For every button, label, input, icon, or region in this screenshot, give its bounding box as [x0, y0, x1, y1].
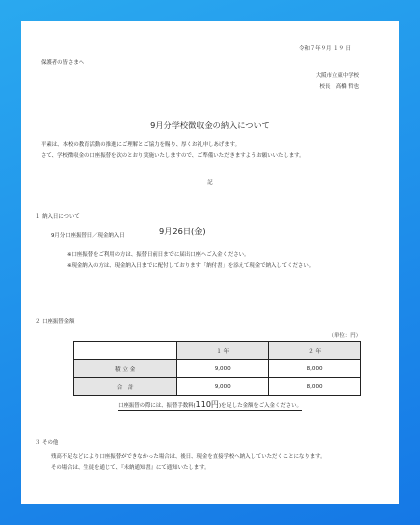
section1-heading: １ 納入日について [35, 214, 80, 220]
transfer-fee: 110円 [195, 400, 219, 409]
section2-heading: ２ 口座振替金額 [35, 319, 75, 325]
section1-notes [67, 250, 314, 272]
table-cell: 8,000 [269, 378, 361, 396]
principal-name: 校長 高橋 哲也 [319, 84, 359, 90]
table-cell: 9,000 [177, 360, 269, 378]
intro-line: さて、学校徴収金の口座振替を次のとおり実施いたしますので、ご準備いただきますようお願いいたします。 [41, 153, 305, 159]
amount-table [73, 341, 361, 396]
table-header-cell: ２ 年 [269, 342, 361, 360]
other-line: その場合は、生徒を通じて、『未納通知書』にて通知いたします。 [51, 465, 210, 471]
table-row [74, 360, 361, 378]
section3-heading: ３ その他 [35, 440, 59, 446]
table-cell: 9,000 [177, 378, 269, 396]
issue-date: 令和７年９月 １９ 日 [299, 46, 351, 52]
section3-body [51, 452, 326, 474]
other-line: 残高不足などにより口座振替ができなかった場合は、後日、現金を直接学校へ納入していただくことになります。 [51, 454, 326, 460]
payment-date-label: 9月分口座振替日／現金納入日 [51, 233, 125, 239]
table-row-label: 合 計 [74, 378, 177, 396]
unit-label: （単位：円） [328, 333, 361, 339]
notice-document [21, 21, 399, 504]
fee-note-pre: 口座振替の際には、振替手数料( [118, 403, 196, 409]
table-header-cell: １ 年 [177, 342, 269, 360]
note-line: ※口座振替をご利用の方は、振替日前日までに届出口座へご入金ください。 [67, 252, 250, 258]
table-row [74, 378, 361, 396]
fee-note-post: )を足した金額をご入金ください。 [218, 403, 302, 409]
table-cell: 8,000 [269, 360, 361, 378]
fee-note-text [118, 400, 302, 411]
note-line: ※現金納入の方は、現金納入日までに配付しております「納付書」を添えて現金で納入してください。 [67, 263, 315, 269]
table-header-cell [74, 342, 177, 360]
ki-heading: 記 [207, 180, 213, 186]
table-row-label: 積 立 金 [74, 360, 177, 378]
table-header-row [74, 342, 361, 360]
intro-paragraph [41, 140, 305, 162]
sender-block [316, 71, 359, 93]
intro-line: 平素は、本校の教育活動の推進にご理解とご協力を賜り、厚くお礼申しあげます。 [41, 142, 241, 148]
school-name: 大阪市立東中学校 [315, 73, 359, 79]
payment-date: 9月26日(金) [159, 226, 206, 236]
document-title: 9月分学校徴収金の納入について [150, 120, 270, 130]
fee-note [21, 399, 399, 410]
recipient: 保護者の皆さまへ [41, 60, 85, 66]
